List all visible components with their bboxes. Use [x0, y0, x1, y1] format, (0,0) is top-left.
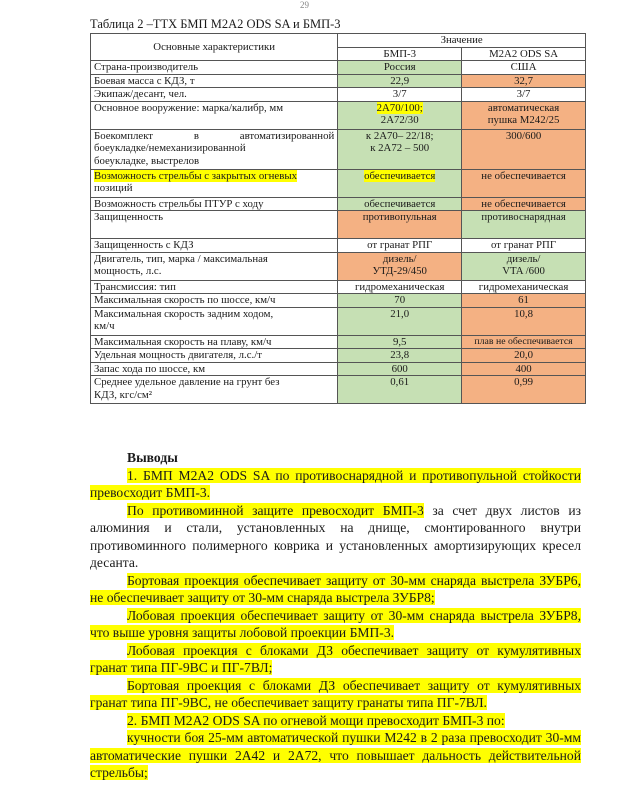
paragraph — [90, 572, 581, 607]
paragraph — [90, 712, 581, 730]
cell-m2a2: 20,0 — [462, 349, 586, 363]
cell-bmp3: 70 — [338, 294, 462, 308]
cell-bmp3 — [338, 169, 462, 197]
row-label: Экипаж/десант, чел. — [91, 88, 338, 102]
cell-bmp3: 3/7 — [338, 88, 462, 102]
highlight: обеспечивается — [364, 169, 436, 182]
label-line: КДЗ, кгс/см² — [94, 388, 152, 401]
label-line: Боекомплект в автоматизированной — [94, 129, 335, 142]
cell-m2a2: гидромеханическая — [462, 280, 586, 294]
highlight: По противоминной защите превосходит БМП-3 — [127, 502, 424, 518]
cell-bmp3: противопульная — [338, 211, 462, 239]
cell-line: к 2А72 – 500 — [370, 142, 430, 154]
label-line: боеукладке, выстрелов — [94, 154, 200, 167]
row-label: Трансмиссия: тип — [91, 280, 338, 294]
paragraph-text: за счет двух листов из алюминия и стали, установленных на днище, смонтированного внутри противоминного полимерного коврика и установленных амортизирующих кресел десанта. — [90, 502, 581, 570]
page-number: 29 — [300, 0, 309, 10]
highlight: 2А70/100; — [376, 101, 423, 114]
cell-m2a2: 300/600 — [462, 129, 586, 169]
highlight: Лобовая проекция с блоками ДЗ обеспечивает защиту от кумулятивных гранат типа ПГ-9ВС и ПГ-7ВЛ; — [90, 642, 581, 675]
header-main: Основные характеристики — [91, 34, 338, 61]
label-line: Максимальная скорость задним ходом, — [94, 307, 274, 320]
conclusions-heading: Выводы — [127, 450, 178, 465]
header-value: Значение — [338, 34, 586, 48]
row-label: Защищенность с КДЗ — [91, 239, 338, 253]
cell-line: дизель/ — [382, 252, 417, 265]
row-label — [91, 376, 338, 404]
cell-m2a2: противоснарядная — [462, 211, 586, 239]
label-line: боеукладке/немеханизированной — [94, 142, 246, 154]
cell-m2a2: США — [462, 61, 586, 75]
cell-line: к 2А70– 22/18; — [365, 129, 434, 142]
cell-bmp3: обеспечивается — [338, 197, 462, 211]
cell-bmp3: 600 — [338, 362, 462, 376]
cell-m2a2: 400 — [462, 362, 586, 376]
row-label: Максимальная скорость по шоссе, км/ч — [91, 294, 338, 308]
row-label: Удельная мощность двигателя, л.с./т — [91, 349, 338, 363]
label-line: мощность, л.с. — [94, 265, 162, 277]
cell-bmp3 — [338, 252, 462, 280]
highlight: Бортовая проекция с блоками ДЗ обеспечивает защиту от кумулятивных гранат типа ПГ-9ВС, не обеспечивает защиту гранаты типа ПГ-7ВЛ. — [90, 677, 581, 710]
cell-m2a2: 3/7 — [462, 88, 586, 102]
cell-m2a2 — [462, 252, 586, 280]
highlight: Возможность стрельбы с закрытых огневых — [94, 169, 297, 182]
cell-bmp3: 21,0 — [338, 307, 462, 335]
paragraph — [90, 502, 581, 572]
highlight: 2. БМП M2A2 ODS SA по огневой мощи превосходит БМП-3 по: — [127, 712, 505, 728]
cell-m2a2: 0,99 — [462, 376, 586, 404]
label-line: Среднее удельное давление на грунт без — [94, 376, 280, 388]
row-label: Максимальная скорость на плаву, км/ч — [91, 335, 338, 349]
cell-bmp3 — [338, 101, 462, 129]
label-line: Двигатель, тип, марка / максимальная — [94, 252, 268, 265]
cell-bmp3 — [338, 129, 462, 169]
table-caption: Таблица 2 –ТТХ БМП M2A2 ODS SA и БМП-3 — [90, 17, 341, 31]
paragraph — [90, 642, 581, 677]
cell-m2a2: 32,7 — [462, 74, 586, 88]
row-label — [91, 307, 338, 335]
highlight: Лобовая проекция обеспечивает защиту от 30-мм снаряда выстрела ЗУБР8, что выше уровня защиты лобовой проекции БМП-3. — [90, 607, 581, 640]
row-label — [91, 129, 338, 169]
cell-line: автоматическая — [487, 101, 560, 114]
conclusions — [90, 449, 581, 782]
row-label: Боевая масса с КДЗ, т — [91, 74, 338, 88]
label-line: км/ч — [94, 320, 115, 332]
cell-bmp3: гидромеханическая — [338, 280, 462, 294]
row-label: Возможность стрельбы ПТУР с ходу — [91, 197, 338, 211]
paragraph — [90, 607, 581, 642]
ttx-table — [90, 33, 586, 404]
cell-m2a2: не обеспечивается — [462, 169, 586, 197]
cell-line: 2А72/30 — [380, 114, 419, 126]
row-label — [91, 252, 338, 280]
cell-m2a2: от гранат РПГ — [462, 239, 586, 253]
row-label — [91, 169, 338, 197]
cell-m2a2: не обеспечивается — [462, 197, 586, 211]
highlight: кучности боя 25-мм автоматической пушки М242 в 2 раза превосходит 30-мм автоматические пушки 2А42 и 2А72, что повышает дальность действительной стрельбы; — [90, 730, 581, 780]
row-label: Основное вооружение: марка/калибр, мм — [91, 101, 338, 129]
cell-m2a2: плав не обеспечивается — [462, 335, 586, 349]
cell-bmp3: 9,5 — [338, 335, 462, 349]
paragraph — [90, 467, 581, 502]
cell-bmp3: от гранат РПГ — [338, 239, 462, 253]
row-label: Запас хода по шоссе, км — [91, 362, 338, 376]
cell-bmp3: 0,61 — [338, 376, 462, 404]
cell-m2a2: 10,8 — [462, 307, 586, 335]
cell-line: дизель/ — [506, 252, 541, 265]
cell-m2a2: 61 — [462, 294, 586, 308]
header-col-m2a2: M2A2 ODS SA — [462, 47, 586, 61]
paragraph — [90, 729, 581, 782]
header-col-bmp3: БМП-3 — [338, 47, 462, 61]
cell-bmp3: Россия — [338, 61, 462, 75]
cell-line: пушка М242/25 — [487, 114, 560, 126]
row-label: Защищенность — [91, 211, 338, 239]
cell-line: УТД-29/450 — [372, 265, 427, 277]
row-label: Страна-производитель — [91, 61, 338, 75]
highlight: Бортовая проекция обеспечивает защиту от 30-мм снаряда выстрела ЗУБР6, не обеспечивает защиту от 30-мм снаряда выстрела ЗУБР8; — [90, 572, 581, 605]
label-line: позиций — [94, 182, 133, 194]
cell-bmp3: 22,9 — [338, 74, 462, 88]
cell-line: VTA /600 — [502, 265, 545, 277]
cell-bmp3: 23,8 — [338, 349, 462, 363]
highlight: 1. БМП M2A2 ODS SA по противоснарядной и противопульной стойкости превосходит БМП-3. — [90, 467, 581, 500]
cell-m2a2 — [462, 101, 586, 129]
paragraph — [90, 677, 581, 712]
